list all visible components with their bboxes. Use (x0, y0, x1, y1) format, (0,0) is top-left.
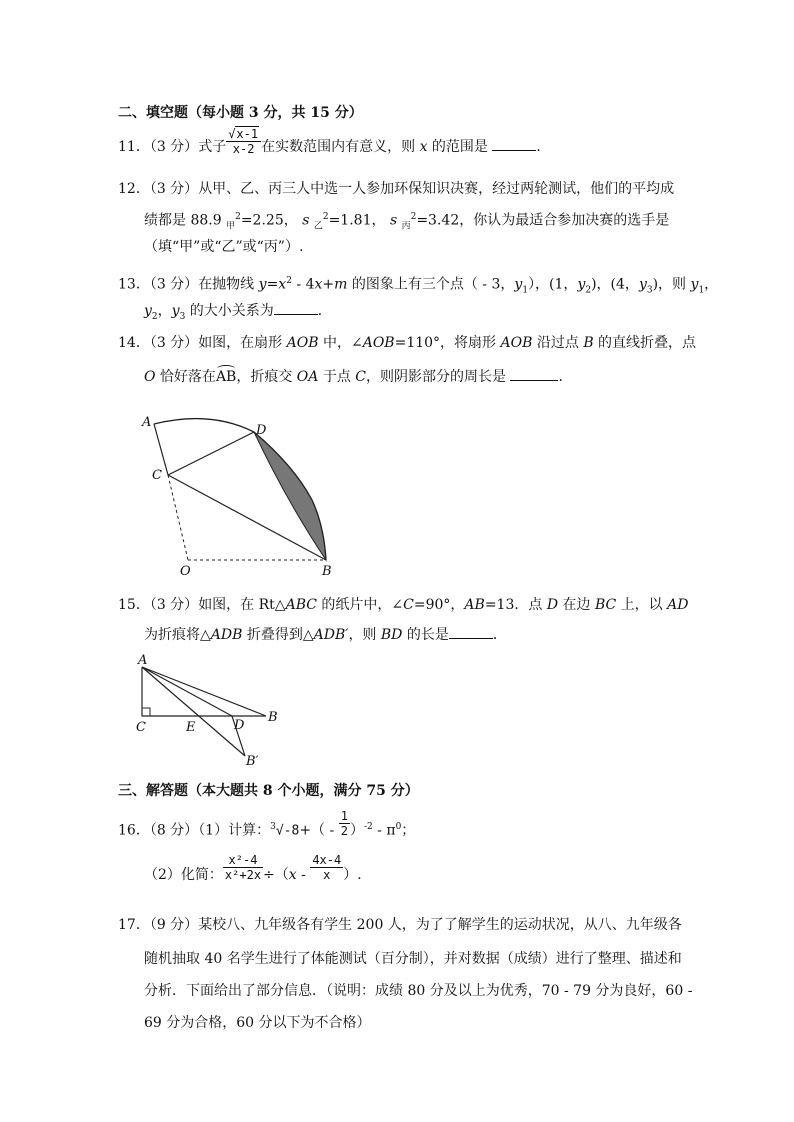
q11-number: 11． (118, 139, 150, 155)
q13-end: ． (317, 303, 332, 319)
q13-eq: = (266, 276, 279, 293)
q11-prefix: 式子 (198, 139, 227, 155)
q14-text: ，则阴影部分的周长是 (366, 369, 511, 385)
segment-ab (142, 667, 266, 716)
q16-half-den: 2 (340, 824, 348, 839)
label-d: D (256, 423, 267, 438)
q15-adb-prime: ADB′ (313, 627, 349, 643)
question-16-part-2 (144, 852, 362, 884)
label-b: B (268, 710, 278, 725)
q14-c: C (355, 369, 367, 385)
q14-b: B (583, 335, 594, 351)
q14-text: 沿过点 (532, 335, 584, 351)
q12-sub-bing: 丙 (401, 221, 411, 232)
q16-plus: +（ - (299, 822, 339, 839)
q15-c: C (403, 597, 414, 613)
q13-sub: 2 (585, 285, 592, 296)
q16-fraction-1 (223, 853, 263, 882)
q14-arc-ab: AB (215, 369, 237, 385)
q14-text: 中，∠ (318, 335, 363, 351)
q14-oa: OA (296, 369, 319, 385)
question-12-line-3: （填“甲”或“乙”或“丙”）. (144, 239, 304, 255)
q16-half (339, 809, 350, 838)
question-12-line-2 (144, 208, 669, 235)
q14-text: 如图，在扇形 (198, 335, 287, 351)
q15-text: 的长是 (402, 627, 449, 643)
root-index: 3 (270, 822, 276, 832)
q14-number: 14． (118, 335, 150, 351)
q14-aob: AOB (500, 335, 533, 351)
question-12-line-1 (118, 180, 674, 198)
label-c: C (136, 720, 146, 735)
q15-text: =90°， (413, 597, 465, 613)
q13-y1: y (690, 276, 699, 293)
q13-sub: 1 (698, 285, 705, 296)
q13-text: 在抛物线 (198, 276, 259, 293)
q15-text: 的纸片中，∠ (316, 597, 404, 613)
q11-fraction (226, 127, 261, 156)
segment-ad (142, 667, 232, 716)
right-angle-mark (142, 708, 150, 716)
q11-text-b: 的范围是 (427, 139, 493, 155)
q15-number: 15． (118, 597, 150, 613)
q17-score: （9 分） (149, 917, 199, 933)
q16-f2-num: 4x-4 (312, 852, 342, 867)
label-b: B (322, 564, 332, 579)
q14-aob: AOB (286, 335, 319, 351)
q14-text: 恰好落在 (155, 369, 216, 385)
q11-end: ． (536, 139, 551, 155)
q13-rest: - 4 (291, 276, 315, 293)
q14-text: ，折痕交 (236, 369, 297, 385)
q12-sub-jia: 甲 (226, 221, 236, 232)
q14-o: O (144, 369, 156, 385)
q16-end: ）. (343, 867, 362, 883)
q16-half-num: 1 (340, 809, 348, 824)
q16-exp: -2 (363, 822, 373, 832)
q12-line-1-text: 从甲、乙、丙三人中选一人参加环保知识决赛，经过两轮测试，他们的平均成 (198, 181, 675, 197)
q13-m: m (334, 276, 348, 293)
q13-text: 的图象上有三个点（ - 3， (347, 276, 515, 293)
sqrt-symbol: √ (228, 126, 236, 141)
q15-text: ，则 (348, 627, 381, 643)
q13-comma: ， (157, 303, 172, 319)
q12-square: 2 (322, 212, 329, 222)
q13-y: y (258, 276, 267, 293)
q13-y1: y (514, 276, 523, 293)
question-15-line-2 (144, 626, 507, 644)
question-17-line-2: 随机抽取 40 名学生进行了体能测试（百分制），并对数据（成绩）进行了整理、描述和 (144, 951, 682, 967)
q12-square: 2 (235, 212, 241, 222)
q15-d: D (546, 597, 559, 613)
q13-x: x (314, 276, 323, 293)
q15-ad: AD (667, 597, 689, 613)
q11-numerator: x-1 (236, 126, 259, 141)
answer-blank (449, 626, 493, 639)
segment-cd (168, 432, 254, 475)
q16-f1-den: x²+2x (224, 867, 262, 882)
q12-sub-yi: 乙 (313, 221, 323, 232)
q16-div: ÷（ (263, 867, 289, 883)
q16-number: 16． (118, 822, 150, 839)
q15-adb: ADB (210, 627, 243, 643)
label-a: A (138, 653, 148, 668)
q13-sub: 2 (151, 311, 158, 322)
q16-semi: ； (401, 822, 416, 839)
question-14-line-1 (118, 334, 696, 352)
q13-comma: ， (704, 276, 719, 293)
question-17-line-4: 69 分为合格，60 分以下为不合格） (144, 1015, 371, 1031)
q16-pi: - π (372, 822, 396, 839)
segment-ab-prime (142, 667, 245, 756)
q13-sub: 1 (522, 285, 529, 296)
q15-text: 如图，在 Rt△ (198, 597, 286, 613)
q15-text: =13．点 (484, 597, 547, 613)
q14-text: =110°，将扇形 (394, 335, 501, 351)
q14-aob: AOB (362, 335, 395, 351)
section-2-title: 二、填空题（每小题 3 分，共 15 分） (118, 105, 363, 121)
question-17-line-3: 分析．下面给出了部分信息．（说明：成绩 80 分及以上为优秀，70 - 79 分为良好，60 - (144, 983, 693, 999)
q14-score: （3 分） (149, 335, 199, 351)
q13-exp: 2 (286, 276, 292, 286)
q15-abc: ABC (285, 597, 317, 613)
q13-y2: y (577, 276, 586, 293)
q13-plus: + (322, 276, 335, 293)
answer-blank (274, 302, 318, 315)
q12-s: s (302, 212, 310, 229)
answer-blank (492, 138, 536, 151)
label-o: O (180, 564, 191, 579)
q12-var-yi: =1.81， (328, 212, 386, 229)
label-c: C (152, 468, 162, 483)
q15-bd: BD (380, 627, 403, 643)
q15-score: （3 分） (149, 597, 199, 613)
q13-y2: y (144, 303, 152, 319)
question-14-line-2 (144, 368, 572, 386)
q16-score: （8 分） (149, 822, 199, 839)
label-e: E (186, 720, 196, 735)
q11-var: x (419, 139, 428, 155)
question-13-line-1 (118, 272, 718, 299)
label-b-prime: B′ (246, 754, 259, 769)
q15-bc: BC (594, 597, 617, 613)
answer-blank (510, 368, 558, 381)
q17-number: 17． (118, 917, 150, 933)
q14-text: 的直线折叠，点 (593, 335, 697, 351)
question-13-line-2 (144, 302, 332, 326)
question-15-line-1 (118, 596, 688, 614)
q15-ab: AB (464, 597, 485, 613)
q13-number: 13． (118, 276, 150, 293)
question-11 (118, 126, 551, 156)
q12-score: （3 分） (149, 181, 199, 197)
q12-mean: 绩都是 88.9 (144, 212, 222, 229)
q16-fraction-2 (310, 853, 343, 882)
q17-line-1-text: 某校八、九年级各有学生 200 人，为了了解学生的运动状况，从八、九年级各 (198, 917, 682, 933)
q13-text: )，(4， (591, 276, 639, 293)
label-a: A (142, 415, 152, 430)
q16-pi-exp: 0 (395, 822, 402, 832)
q13-y3: y (171, 303, 180, 319)
q16-f1-num: x²-4 (228, 852, 258, 867)
segment-co (168, 475, 188, 560)
q12-var-bing: =3.42，你认为最适合参加决赛的选手是 (416, 212, 670, 229)
q13-text: ），(1， (528, 276, 578, 293)
q16-f2-den: x (310, 867, 343, 882)
q15-text: 上，以 (616, 597, 668, 613)
question-16-part-1 (118, 809, 416, 841)
q11-score: （3 分） (149, 139, 199, 155)
q16-x: x (288, 867, 297, 883)
q15-text: 折叠得到△ (242, 627, 314, 643)
q13-sub: 3 (179, 311, 186, 322)
label-d: D (234, 718, 245, 733)
q13-sub: 3 (646, 285, 653, 296)
section-3-title: 三、解答题（本大题共 8 个小题，满分 75 分） (118, 783, 419, 799)
q13-text: 的大小关系为 (185, 303, 274, 319)
q11-text-a: 在实数范围内有意义，则 (261, 139, 420, 155)
q14-end: ． (558, 369, 573, 385)
q12-square: 2 (410, 212, 417, 222)
q14-text: 于点 (318, 369, 356, 385)
q16-part2-label: （2）化简： (144, 867, 223, 883)
q13-x: x (278, 276, 287, 293)
q15-text: 在边 (558, 597, 595, 613)
q15-text: 为折痕将△ (144, 627, 211, 643)
q12-var-jia: =2.25， (240, 212, 298, 229)
q16-minus: - (296, 867, 311, 883)
q12-s: s (389, 212, 398, 229)
q13-score: （3 分） (149, 276, 199, 293)
q16-part1-label: （1）计算： (198, 822, 271, 839)
q12-number: 12． (118, 181, 150, 197)
q16-close: ） (349, 822, 364, 839)
q13-y3: y (638, 276, 647, 293)
cube-root-expr: √-8 (275, 823, 300, 839)
q13-text: )，则 (652, 276, 691, 293)
q11-denominator: x-2 (226, 141, 261, 156)
question-17-line-1 (118, 916, 682, 934)
sector-fold-figure (130, 405, 340, 580)
triangle-fold-figure (130, 652, 290, 770)
q15-end: ． (492, 627, 507, 643)
